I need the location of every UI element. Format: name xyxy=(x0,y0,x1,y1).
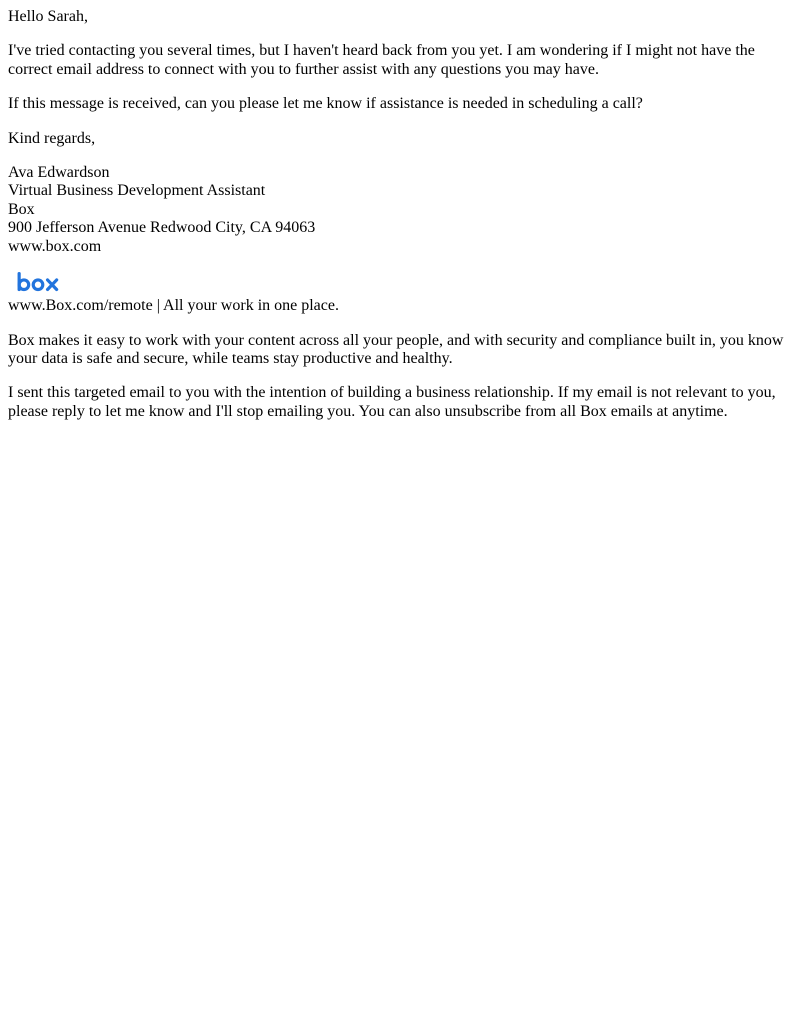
paragraph-disclaimer: I sent this targeted email to you with the intention of building a business relationship. If my email is not relevant to you, please reply to let me know and I'll stop emailing you. You can also unsubscribe from all Box emails at anytime. xyxy=(8,384,776,420)
box-logo-b-bowl xyxy=(19,280,29,290)
signature-title: Virtual Business Development Assistant xyxy=(8,182,266,200)
box-logo xyxy=(16,272,60,292)
email-message xyxy=(8,8,792,421)
signature-company: Box xyxy=(8,200,35,218)
tagline: www.Box.com/remote | All your work in one place. xyxy=(8,297,339,315)
box-logo-o xyxy=(33,280,43,290)
signature-website: www.box.com xyxy=(8,237,102,255)
signature-block xyxy=(8,164,792,256)
signature-address: 900 Jefferson Avenue Redwood City, CA 94063 xyxy=(8,219,316,237)
signature-name: Ava Edwardson xyxy=(8,163,110,181)
email-page xyxy=(8,8,792,421)
paragraph-scheduling: If this message is received, can you please let me know if assistance is needed in scheduling a call? xyxy=(8,95,643,113)
paragraph-promo: Box makes it easy to work with your content across all your people, and with security and compliance built in, you know your data is safe and secure, while teams stay productive and healthy. xyxy=(8,331,784,368)
logo-block xyxy=(8,272,792,316)
closing: Kind regards, xyxy=(8,129,96,147)
greeting: Hello Sarah, xyxy=(8,8,88,25)
paragraph-followup: I've tried contacting you several times, but I haven't heard back from you yet. I am wondering if I might not have the correct email address to connect with you to further assist with any questions you may have. xyxy=(8,42,755,78)
